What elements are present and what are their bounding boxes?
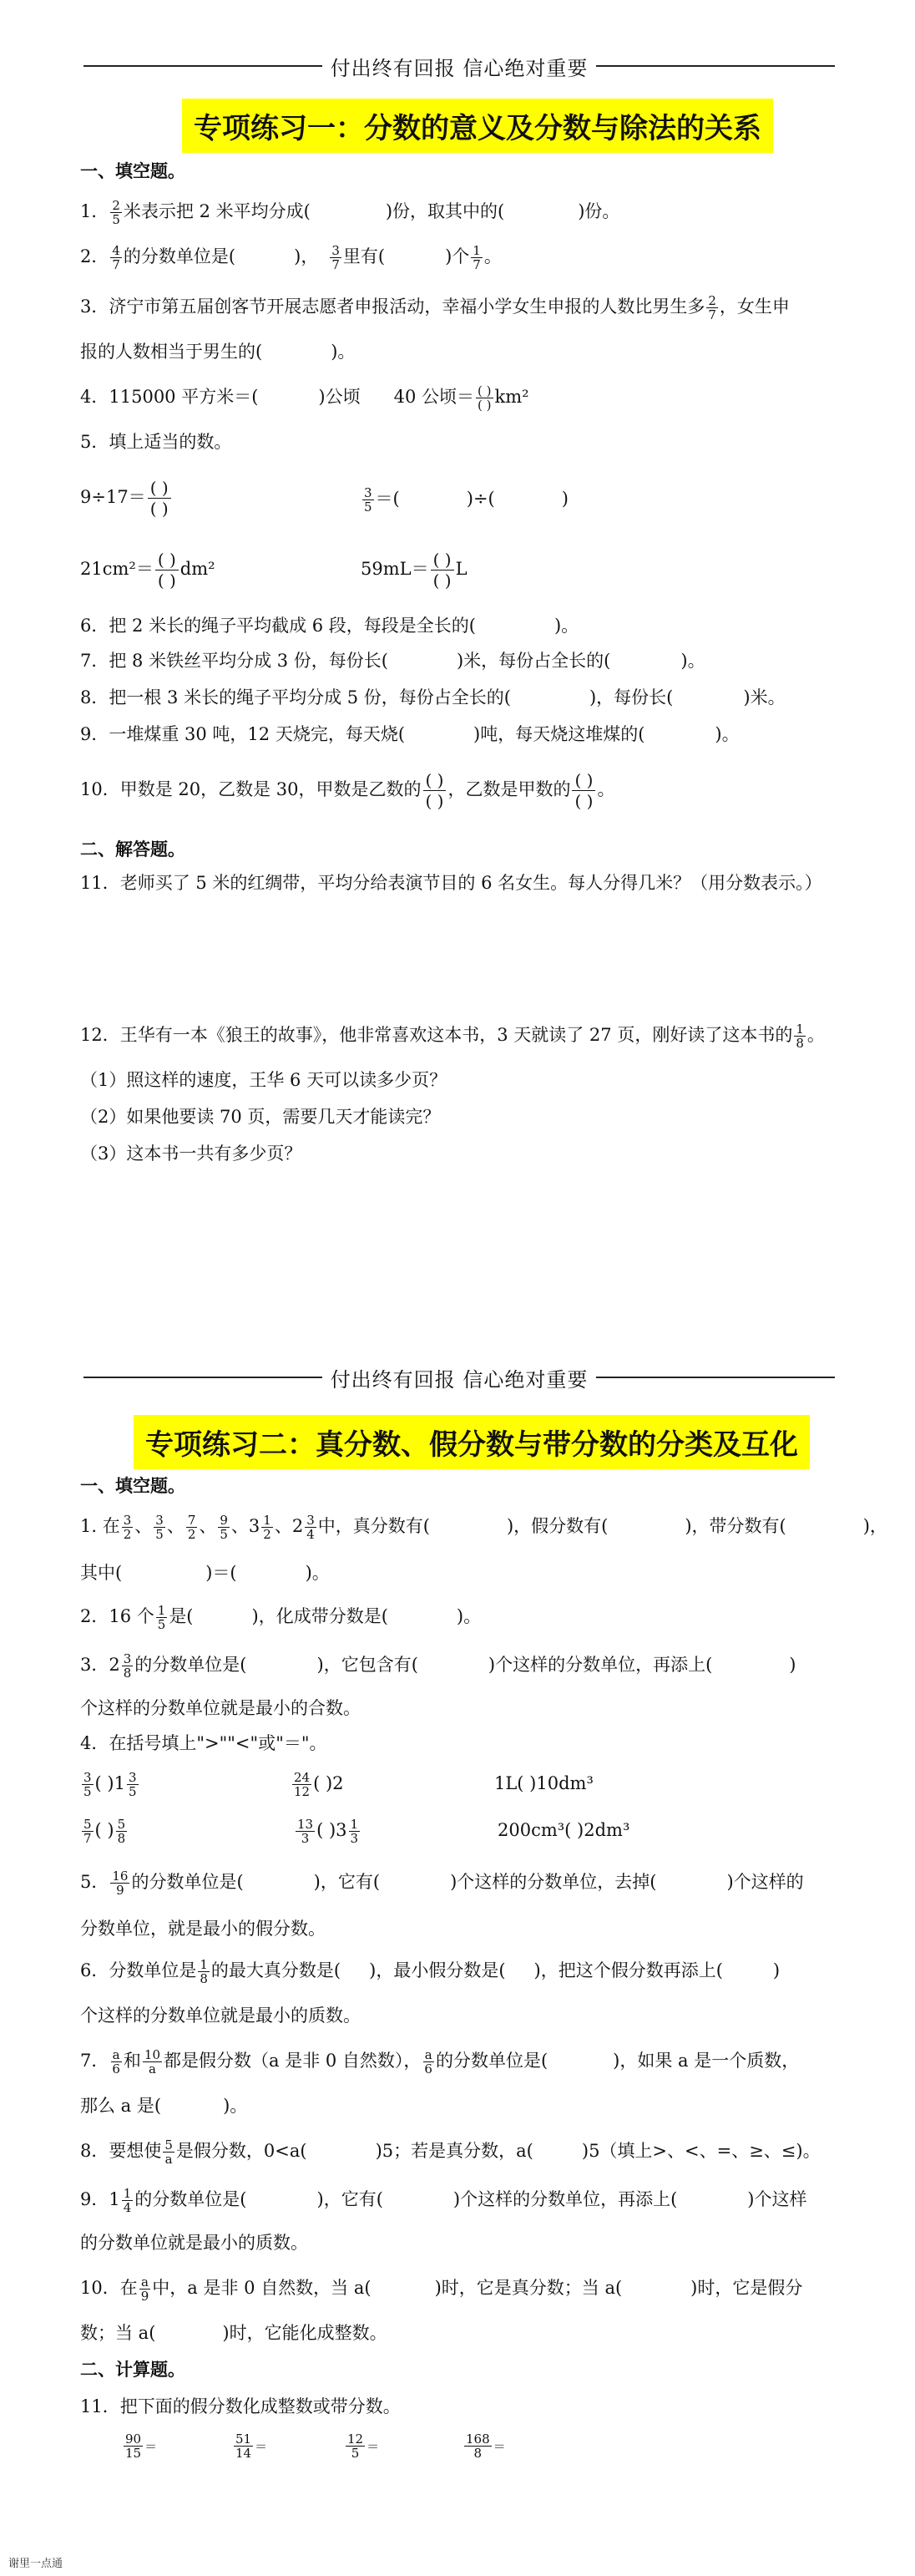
fraction: $\frac{3}{5}$ bbox=[364, 485, 372, 515]
p1-q8: 8．把一根 3 米长的绳子平均分成 5 份，每份占全长的( )，每份长( )米。 bbox=[80, 687, 786, 707]
fraction: $\frac{2}{5}$ bbox=[112, 198, 120, 227]
p2-q4-r2b: $\frac{13}{3}$ ( )3 $\frac{1}{3}$ bbox=[297, 1817, 359, 1846]
p1-q4: 4．115000 平方米＝( )公顷 40 公顷＝ $\frac{( )}{( )}$ km² bbox=[80, 383, 529, 413]
fraction: $\frac{1}{8}$ bbox=[200, 1957, 208, 1986]
part1-title: 专项练习一：分数的意义及分数与除法的关系 bbox=[182, 99, 773, 153]
p2-q8: 8．要想使 $\frac{5}{a}$ 是假分数，0<a( )5；若是真分数，a( )5（填上>、<、=、≥、≤)。 bbox=[80, 2137, 821, 2167]
p1-q2: 2． $\frac{4}{7}$ 的分数单位是( )， $\frac{3}{7}$ 里有( )个 $\frac{1}{7}$ 。 bbox=[80, 243, 502, 272]
p2-q4-r1a: $\frac{3}{5}$ ( )1 $\frac{3}{5}$ bbox=[83, 1770, 137, 1799]
p1-q12-sub1: （1）照这样的速度，王华 6 天可以读多少页？ bbox=[80, 1070, 447, 1090]
fraction: $\frac{a}{6}$ bbox=[424, 2047, 432, 2077]
p1-q5-a: 9÷17＝ ( ) ( ) bbox=[80, 478, 173, 519]
p2-q3-line2: 个这样的分数单位就是最小的合数。 bbox=[80, 1698, 361, 1718]
fraction: $\frac{3}{2}$ bbox=[123, 1513, 132, 1542]
fraction: $\frac{10}{a}$ bbox=[144, 2047, 161, 2077]
p2-q11-item-2: $\frac{51}{14}$ ＝ bbox=[235, 2431, 268, 2461]
fraction: $\frac{a}{9}$ bbox=[140, 2274, 149, 2304]
fraction: $\frac{3}{5}$ bbox=[83, 1770, 92, 1799]
motto-text: 付出终有回报 信心绝对重要 bbox=[330, 56, 589, 80]
fraction: $\frac{1}{2}$ bbox=[263, 1513, 271, 1542]
motto-banner bbox=[83, 52, 835, 80]
fraction: $\frac{3}{5}$ bbox=[128, 1770, 137, 1799]
fraction: $\frac{1}{3}$ bbox=[350, 1817, 359, 1846]
p2-q9-line2: 的分数单位就是最小的质数。 bbox=[80, 2233, 308, 2253]
fraction: $\frac{5}{7}$ bbox=[83, 1817, 92, 1846]
p2-q1: 1. 在 $\frac{3}{2}$ 、 $\frac{3}{5}$ 、 $\frac{7}{2}$ 、 $\frac{9}{5}$ 、3 $\frac{1}{2}$ 、2 $\frac{3}{4}$ 中，真分数有( )，假分数有( )，带分数有( )， bbox=[80, 1513, 887, 1542]
fraction: $\frac{3}{4}$ bbox=[306, 1513, 315, 1542]
fraction: $\frac{90}{15}$ bbox=[125, 2431, 142, 2461]
p2-q5: 5． $\frac{16}{9}$ 的分数单位是( )，它有( )个这样的分数单位，去掉( )个这样的 bbox=[80, 1869, 804, 1898]
p2-q9: 9．1 $\frac{1}{4}$ 的分数单位是( )，它有( )个这样的分数单位，再添上( )个这样 bbox=[80, 2186, 807, 2215]
fraction: $\frac{3}{5}$ bbox=[155, 1513, 164, 1542]
p1-q12-sub2: （2）如果他要读 70 页，需要几天才能读完？ bbox=[80, 1107, 441, 1127]
fraction: $\frac{5}{8}$ bbox=[117, 1817, 126, 1846]
p2-q2: 2．16 个 $\frac{1}{5}$ 是( )，化成带分数是( )。 bbox=[80, 1603, 482, 1632]
fraction: $\frac{a}{6}$ bbox=[112, 2047, 120, 2077]
p2-q4-r1b: $\frac{24}{12}$ ( )2 bbox=[294, 1770, 344, 1799]
fraction: $\frac{1}{5}$ bbox=[157, 1603, 166, 1632]
motto-rule-left bbox=[83, 1377, 322, 1378]
p2-q10-line2: 数；当 a( )时，它能化成整数。 bbox=[80, 2323, 387, 2343]
p2-q4-text: 4．在括号填上">""<"或"＝"。 bbox=[80, 1733, 327, 1753]
p2-q5-line2: 分数单位，就是最小的假分数。 bbox=[80, 1919, 326, 1939]
fraction: $\frac{1}{8}$ bbox=[796, 1022, 804, 1051]
fraction: $\frac{( )}{( )}$ bbox=[478, 383, 492, 413]
p1-q5-c: 21cm²＝ ( ) ( ) dm² bbox=[80, 550, 215, 591]
p2-q11-text: 11．把下面的假分数化成整数或带分数。 bbox=[80, 2396, 401, 2416]
motto-text: 付出终有回报 信心绝对重要 bbox=[330, 1367, 589, 1392]
fraction: $\frac{12}{5}$ bbox=[347, 2431, 364, 2461]
p1-q9: 9．一堆煤重 30 吨，12 天烧完，每天烧( )吨，每天烧这堆煤的( )。 bbox=[80, 724, 740, 744]
p2-q11-item-1: $\frac{90}{15}$ ＝ bbox=[125, 2431, 158, 2461]
p2-q4-r2a: $\frac{5}{7}$ ( ) $\frac{5}{8}$ bbox=[83, 1817, 126, 1846]
fraction: ( ) ( ) bbox=[431, 550, 454, 591]
p2-q4-r1c: 1L( )10dm³ bbox=[494, 1773, 594, 1793]
motto-rule-right bbox=[596, 1377, 835, 1378]
fraction: $\frac{4}{7}$ bbox=[112, 243, 120, 272]
fraction: ( ) ( ) bbox=[155, 550, 179, 591]
p2-q11-item-4: $\frac{168}{8}$ ＝ bbox=[466, 2431, 506, 2461]
fraction: $\frac{2}{7}$ bbox=[708, 293, 716, 322]
fraction: $\frac{13}{3}$ bbox=[297, 1817, 314, 1846]
p1-q5-text: 5．填上适当的数。 bbox=[80, 432, 232, 452]
p2-q7-line2: 那么 a 是( )。 bbox=[80, 2096, 248, 2116]
p2-q1-line2: 其中( )＝( )。 bbox=[80, 1563, 330, 1583]
motto-banner bbox=[83, 1363, 835, 1392]
fraction: $\frac{3}{8}$ bbox=[123, 1651, 132, 1681]
part2-section-fill: 一、填空题。 bbox=[80, 1476, 185, 1496]
fraction: $\frac{7}{2}$ bbox=[187, 1513, 196, 1542]
p1-q11: 11．老师买了 5 米的红绸带，平均分给表演节目的 6 名女生。每人分得几米？（用分数表示。） bbox=[80, 873, 822, 893]
fraction: $\frac{1}{7}$ bbox=[473, 243, 481, 272]
p1-q3-line2: 报的人数相当于男生的( )。 bbox=[80, 342, 356, 362]
p2-q6-line2: 个这样的分数单位就是最小的质数。 bbox=[80, 2006, 361, 2026]
fraction: $\frac{9}{5}$ bbox=[220, 1513, 228, 1542]
p1-q1: 1． $\frac{2}{5}$ 米表示把 2 米平均分成( )份，取其中的( )份。 bbox=[80, 198, 620, 227]
p2-q7: 7． $\frac{a}{6}$ 和 $\frac{10}{a}$ 都是假分数（a 是非 0 自然数）， $\frac{a}{6}$ 的分数单位是( )，如果 a 是一个质数， bbox=[80, 2047, 800, 2077]
p2-q6: 6．分数单位是 $\frac{1}{8}$ 的最大真分数是( )，最小假分数是( )，把这个假分数再添上( ) bbox=[80, 1957, 781, 1986]
p2-q11-item-3: $\frac{12}{5}$ ＝ bbox=[347, 2431, 380, 2461]
p2-q10: 10．在 $\frac{a}{9}$ 中，a 是非 0 自然数，当 a( )时，它是真分数；当 a( )时，它是假分 bbox=[80, 2274, 803, 2304]
fraction: ( ) ( ) bbox=[148, 478, 171, 519]
part1-section-fill: 一、填空题。 bbox=[80, 161, 185, 181]
p1-q10: 10．甲数是 20，乙数是 30，甲数是乙数的 ( ) ( ) ，乙数是甲数的 ( ) ( ) 。 bbox=[80, 770, 615, 811]
fraction: $\frac{5}{a}$ bbox=[164, 2137, 173, 2167]
fraction: $\frac{168}{8}$ bbox=[466, 2431, 490, 2461]
fraction: $\frac{1}{4}$ bbox=[123, 2186, 132, 2215]
p2-q3: 3．2 $\frac{3}{8}$ 的分数单位是( )，它包含有( )个这样的分数单位，再添上( ) bbox=[80, 1651, 796, 1681]
p1-q12-sub3: （3）这本书一共有多少页？ bbox=[80, 1143, 302, 1164]
p1-q3: 3．济宁市第五届创客节开展志愿者申报活动，幸福小学女生申报的人数比男生多 $\frac{2}{7}$ ，女生申 bbox=[80, 293, 790, 322]
fraction: ( ) ( ) bbox=[423, 770, 447, 811]
p1-q5-d: 59mL＝ ( ) ( ) L bbox=[361, 550, 468, 591]
p1-q5-b: $\frac{3}{5}$ ＝( )÷( ) bbox=[364, 485, 569, 515]
part2-title: 专项练习二：真分数、假分数与带分数的分类及互化 bbox=[134, 1415, 810, 1469]
part1-section-answer: 二、解答题。 bbox=[80, 839, 185, 860]
footer-watermark: 谢里一点通 bbox=[8, 2558, 63, 2570]
p1-q7: 7．把 8 米铁丝平均分成 3 份，每份长( )米，每份占全长的( )。 bbox=[80, 651, 705, 671]
fraction: $\frac{3}{7}$ bbox=[331, 243, 340, 272]
part2-section-calc: 二、计算题。 bbox=[80, 2360, 185, 2380]
fraction: $\frac{16}{9}$ bbox=[112, 1869, 129, 1898]
fraction: ( ) ( ) bbox=[572, 770, 595, 811]
motto-rule-left bbox=[83, 65, 322, 67]
fraction: $\frac{51}{14}$ bbox=[235, 2431, 252, 2461]
fraction: $\frac{24}{12}$ bbox=[294, 1770, 311, 1799]
motto-rule-right bbox=[596, 65, 835, 67]
p2-q4-r2c: 200cm³( )2dm³ bbox=[498, 1820, 630, 1840]
p1-q6: 6．把 2 米长的绳子平均截成 6 段，每段是全长的( )。 bbox=[80, 616, 579, 636]
p1-q12: 12．王华有一本《狼王的故事》，他非常喜欢这本书，3 天就读了 27 页，刚好读了这本书的 $\frac{1}{8}$ 。 bbox=[80, 1022, 825, 1051]
